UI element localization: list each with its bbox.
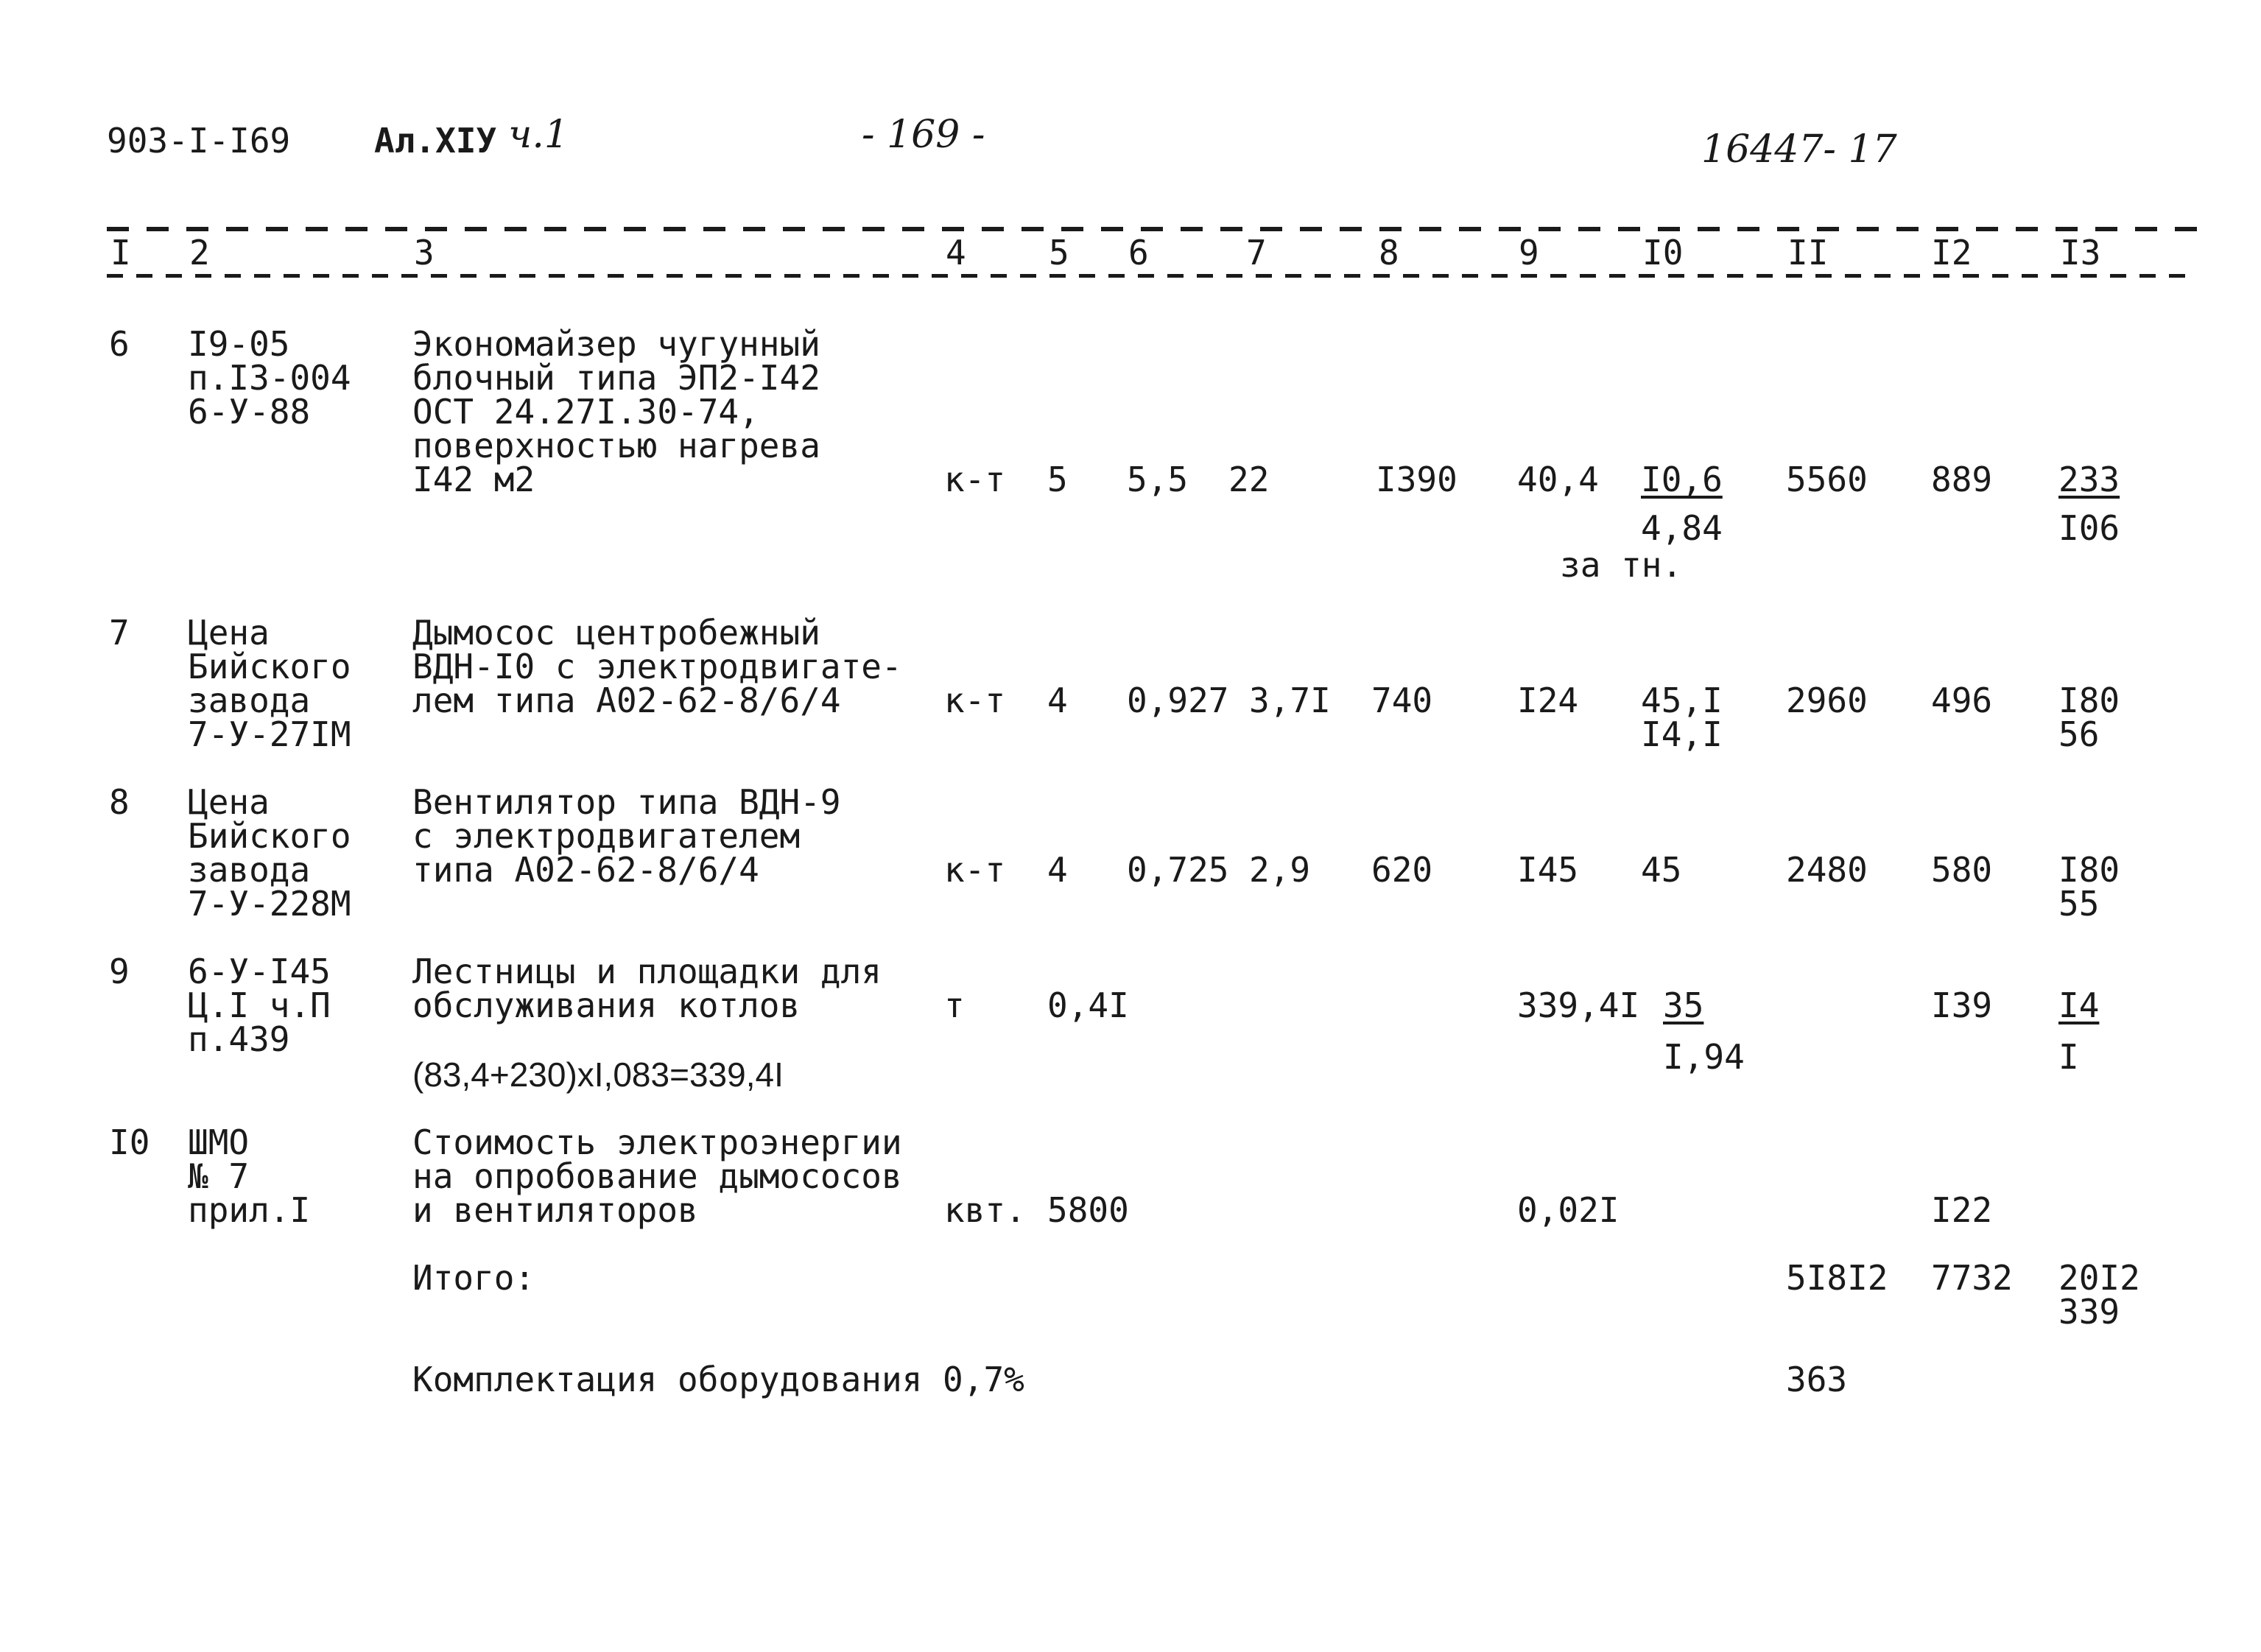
col-num-6: 6 <box>1128 233 1149 273</box>
row-number: 7 <box>109 613 130 653</box>
total-label: Итого: <box>412 1258 535 1298</box>
row-col9: 0,02I <box>1517 1190 1620 1230</box>
row-col10-bottom: I4,I <box>1641 714 1723 754</box>
row-col6: 0,927 <box>1127 681 1229 720</box>
row-unit: т <box>944 985 965 1025</box>
col-num-9: 9 <box>1519 233 1539 273</box>
row-col13-top: I80 <box>2058 850 2120 890</box>
row-unit: квт. <box>944 1190 1026 1230</box>
total-col13-bottom: 339 <box>2058 1292 2120 1332</box>
row-code-line: Цена <box>188 613 270 653</box>
row-code-line: 6-У-I45 <box>188 952 331 991</box>
row-code-line: ШМО <box>188 1122 250 1162</box>
row-col8: 740 <box>1371 681 1433 720</box>
row-number: 6 <box>109 324 130 364</box>
row-qty: 5 <box>1047 460 1068 499</box>
row-description-line: типа А02-62-8/6/4 <box>412 850 759 890</box>
album-label: Ал.XIУ <box>374 121 497 161</box>
row-description-line: Вентилятор типа ВДН-9 <box>412 782 841 822</box>
col-num-7: 7 <box>1246 233 1267 273</box>
row-code-line: 7-У-27IМ <box>188 714 351 754</box>
row-description-line: Стоимость электроэнергии <box>412 1122 902 1162</box>
row-code-line: завода <box>188 850 311 890</box>
row-col9: I45 <box>1517 850 1579 890</box>
row-col11: 2480 <box>1786 850 1868 890</box>
col-num-2: 2 <box>189 233 210 273</box>
row-code-line: 6-У-88 <box>188 392 311 432</box>
col-num-12: I2 <box>1931 233 1972 273</box>
row-col8: 620 <box>1371 850 1433 890</box>
row-description-line: Лестницы и площадки для <box>412 952 882 991</box>
row-col13-bottom: I06 <box>2058 508 2120 548</box>
row-col10-bottom: 4,84 <box>1641 508 1723 548</box>
row-qty: 4 <box>1047 681 1068 720</box>
row-col6: 5,5 <box>1127 460 1189 499</box>
row-description-line: на опробование дымососов <box>412 1156 902 1196</box>
total-col12: 7732 <box>1931 1258 2013 1298</box>
row-col13-bottom: 55 <box>2058 884 2100 924</box>
row-unit: к-т <box>944 850 1006 890</box>
row-code-line: Ц.I ч.П <box>188 985 331 1025</box>
row-code-line: I9-05 <box>188 324 290 364</box>
row-col13-top: I80 <box>2058 681 2120 720</box>
row-col10-top: 45,I <box>1641 681 1723 720</box>
row-code-line: 7-У-228М <box>188 884 351 924</box>
row-col9: I24 <box>1517 681 1579 720</box>
row-col7: 2,9 <box>1249 850 1311 890</box>
row-col10-bottom: I,94 <box>1663 1037 1745 1077</box>
row-description-line: и вентиляторов <box>412 1190 698 1230</box>
row-col9: 339,4I <box>1517 985 1640 1025</box>
row-col9: 40,4 <box>1517 460 1599 499</box>
row-formula: (83,4+230)хI,083=339,4I <box>412 1055 784 1094</box>
row-col12: I22 <box>1931 1190 1993 1230</box>
row-description-line: Дымосос центробежный <box>412 613 820 653</box>
row-col13-top: I4 <box>2058 985 2100 1025</box>
row-number: I0 <box>109 1122 150 1162</box>
row-unit: к-т <box>944 681 1006 720</box>
row-number: 9 <box>109 952 130 991</box>
row-col10-top: I0,6 <box>1641 460 1723 499</box>
row-col13-bottom: I <box>2058 1037 2079 1077</box>
row-col12: I39 <box>1931 985 1993 1025</box>
equipment-col11: 363 <box>1786 1360 1848 1399</box>
total-col11: 5I8I2 <box>1786 1258 1888 1298</box>
row-col12: 889 <box>1931 460 1993 499</box>
row-col10-note: за тн. <box>1560 545 1683 585</box>
row-description-line: Экономайзер чугунный <box>412 324 820 364</box>
row-code-line: Бийского <box>188 647 351 686</box>
row-code-line: п.439 <box>188 1019 290 1059</box>
row-col11: 2960 <box>1786 681 1868 720</box>
doc-code: 903-I-I69 <box>107 121 291 161</box>
col-num-1: I <box>110 233 131 273</box>
col-num-4: 4 <box>946 233 966 273</box>
row-col12: 496 <box>1931 681 1993 720</box>
row-code-line: Бийского <box>188 816 351 856</box>
row-qty: 0,4I <box>1047 985 1129 1025</box>
row-qty: 5800 <box>1047 1190 1129 1230</box>
row-code-line: п.I3-004 <box>188 358 351 398</box>
row-description-line: лем типа А02-62-8/6/4 <box>412 681 841 720</box>
row-description-line: ВДН-I0 с электродвигате- <box>412 647 902 686</box>
row-code-line: завода <box>188 681 311 720</box>
col-num-5: 5 <box>1049 233 1069 273</box>
row-description-line: поверхностью нагрева <box>412 426 820 465</box>
row-code-line: Цена <box>188 782 270 822</box>
row-col7: 22 <box>1228 460 1270 499</box>
page-number: - 169 - <box>862 113 985 157</box>
row-description-line: блочный типа ЭП2-I42 <box>412 358 820 398</box>
row-col8: I390 <box>1376 460 1457 499</box>
row-description-line: ОСТ 24.27I.30-74, <box>412 392 759 432</box>
row-description-line: обслуживания котлов <box>412 985 801 1025</box>
row-col13-bottom: 56 <box>2058 714 2100 754</box>
equipment-label: Комплектация оборудования 0,7% <box>412 1360 1024 1399</box>
row-code-line: № 7 <box>188 1156 250 1196</box>
row-col11: 5560 <box>1786 460 1868 499</box>
row-number: 8 <box>109 782 130 822</box>
row-description-line: с электродвигателем <box>412 816 801 856</box>
row-col7: 3,7I <box>1249 681 1331 720</box>
col-num-3: 3 <box>414 233 435 273</box>
row-description-line: I42 м2 <box>412 460 535 499</box>
col-num-13: I3 <box>2060 233 2101 273</box>
header-rule <box>107 227 2198 231</box>
total-col13-top: 20I2 <box>2058 1258 2140 1298</box>
col-num-11: II <box>1787 233 1829 273</box>
sheet-id: 16447- 17 <box>1701 127 1897 172</box>
row-col12: 580 <box>1931 850 1993 890</box>
row-qty: 4 <box>1047 850 1068 890</box>
album-part: ч.1 <box>508 113 569 157</box>
row-col13-top: 233 <box>2058 460 2120 499</box>
header-rule-bottom <box>107 274 2198 278</box>
row-col10-top: 35 <box>1663 985 1704 1025</box>
row-unit: к-т <box>944 460 1006 499</box>
row-col10-top: 45 <box>1641 850 1682 890</box>
row-code-line: прил.I <box>188 1190 311 1230</box>
col-num-10: I0 <box>1642 233 1684 273</box>
row-col6: 0,725 <box>1127 850 1229 890</box>
col-num-8: 8 <box>1379 233 1399 273</box>
